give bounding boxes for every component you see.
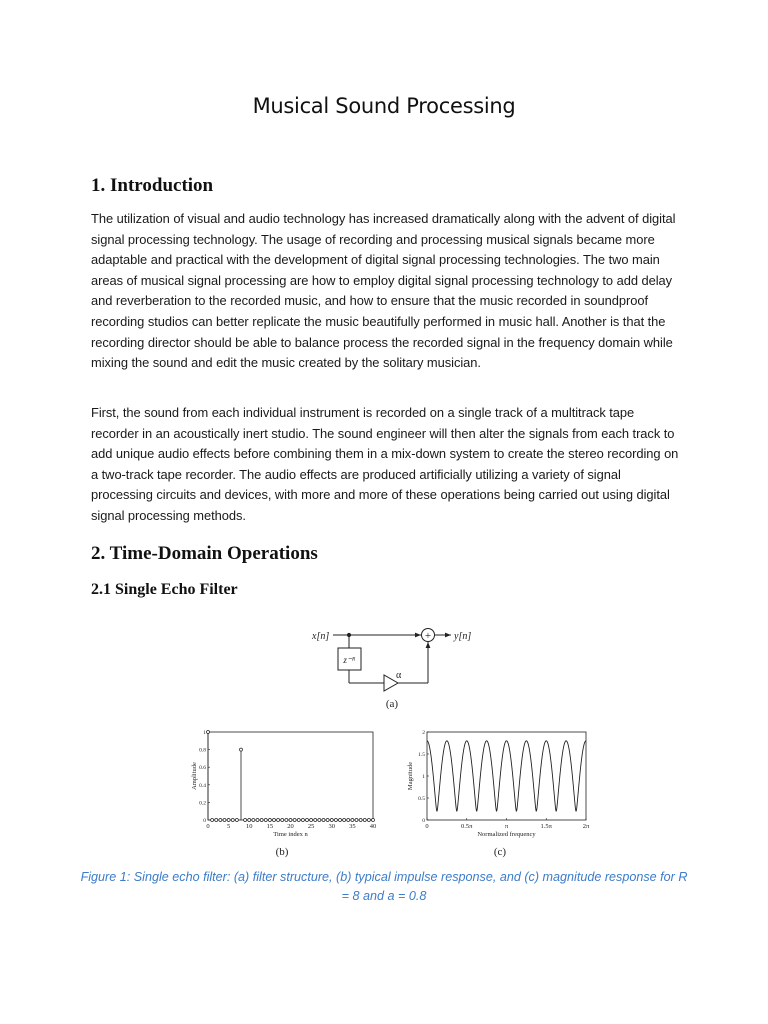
chart-b-stem-marker	[330, 819, 333, 822]
chart-b-stem-marker	[363, 819, 366, 822]
chart-b-stem-marker	[359, 819, 362, 822]
chart-b-stem-marker	[268, 819, 271, 822]
chart-c-xlabel: Normalized frequency	[477, 831, 536, 838]
chart-b-stem-marker	[227, 819, 230, 822]
chart-b-stem-marker	[355, 819, 358, 822]
chart-b-stem-marker	[240, 748, 243, 751]
chart-b-stem-marker	[252, 819, 255, 822]
chart-b-stem-marker	[231, 819, 234, 822]
diagram-sum-symbol: +	[424, 630, 432, 642]
subsection-heading-single-echo: 2.1 Single Echo Filter	[91, 581, 238, 598]
chart-b-xtick-label: 10	[246, 823, 253, 830]
chart-c-xtick-label: π	[504, 823, 509, 830]
chart-b-stem-marker	[219, 819, 222, 822]
chart-b-stem-marker	[367, 819, 370, 822]
chart-b-ytick-label: 0.4	[199, 782, 206, 789]
chart-b-xtick-label: 20	[287, 823, 294, 830]
chart-c-magnitude-line	[427, 741, 586, 811]
chart-b-stem-marker	[293, 819, 296, 822]
chart-b-xtick-label: 40	[369, 823, 377, 830]
diagram-input-label: x[n]	[312, 631, 330, 642]
chart-b-stem-marker	[334, 819, 337, 822]
chart-b-stem-marker	[277, 819, 280, 822]
figure-caption: Figure 1: Single echo filter: (a) filter structure, (b) typical impulse response, and (c) magnitude response for R = 8 and a = 0.8	[80, 870, 688, 903]
chart-b-ytick-label: 1	[203, 730, 206, 736]
chart-b-ylabel: Amplitude	[191, 762, 198, 790]
page-title: Musical Sound Processing	[252, 94, 516, 118]
gain-label: α	[396, 670, 402, 681]
panel-a-label: (a)	[385, 698, 399, 710]
chart-c-ytick-label: 2	[422, 730, 425, 736]
chart-b-stem-marker	[306, 819, 309, 822]
chart-b-xtick-label: 35	[349, 823, 356, 830]
chart-c-xtick-label: 0	[425, 823, 429, 830]
chart-b-xtick-label: 30	[328, 823, 335, 830]
chart-magnitude-response	[407, 730, 590, 858]
chart-c-frame	[427, 732, 586, 820]
chart-b-stem-marker	[223, 819, 226, 822]
chart-b-stem-marker	[318, 819, 321, 822]
chart-c-ytick-label: 0.5	[418, 796, 425, 802]
chart-c-ytick-label: 1.5	[418, 752, 425, 758]
chart-b-xtick-label: 0	[206, 823, 210, 830]
chart-c-xtick-label: 0.5π	[461, 823, 473, 830]
diagram-output-label: y[n]	[454, 631, 472, 642]
chart-c-ylabel: Magnitude	[407, 761, 414, 791]
chart-b-stem-marker	[322, 819, 325, 822]
chart-b-stem-marker	[372, 819, 375, 822]
chart-b-stem-marker	[310, 819, 313, 822]
chart-b-stem-marker	[285, 819, 288, 822]
chart-c-ytick-label: 0	[422, 818, 425, 824]
chart-b-stem-marker	[211, 819, 214, 822]
chart-b-xtick-label: 25	[307, 823, 315, 830]
chart-b-stem-marker	[314, 819, 317, 822]
chart-impulse-response	[191, 730, 376, 858]
block-diagram	[311, 629, 471, 711]
chart-b-stem-marker	[215, 819, 218, 822]
chart-b-ytick-label: 0.2	[199, 800, 206, 807]
panel-b-label: (b)	[275, 846, 289, 858]
chart-b-stem-marker	[301, 819, 304, 822]
chart-b-stem-marker	[264, 819, 267, 822]
chart-b-xtick-label: 15	[266, 823, 274, 830]
chart-b-stem-marker	[326, 819, 329, 822]
chart-b-stem-marker	[256, 819, 259, 822]
paragraph-introduction-2: First, the sound from each individual instrument is recorded on a single track of a multitrack tape recorder in an acoustically inert studio. The sound engineer will then alter the signals from each track to add unique audio effects before combining them in a mix-down system to create the stereo recording on a two-track tape recorder. The audio effects are produced artificially utilizing a variety of signal processing circuits and devices, with more and more of these operations being carried out using digital signal processing methods.	[91, 405, 679, 523]
chart-b-stem-marker	[273, 819, 276, 822]
chart-b-stem-marker	[235, 819, 238, 822]
chart-c-xtick-label: 2π	[582, 823, 590, 830]
chart-b-stem-marker	[347, 819, 350, 822]
chart-b-stem-marker	[289, 819, 292, 822]
chart-b-stem-marker	[351, 819, 354, 822]
chart-b-ytick-label: 0	[203, 818, 206, 824]
chart-b-stem-marker	[297, 819, 300, 822]
chart-b-stem-marker	[260, 819, 263, 822]
chart-b-stem-marker	[343, 819, 346, 822]
chart-b-ytick-label: 0.6	[199, 765, 206, 772]
chart-b-frame	[208, 732, 373, 820]
chart-b-stem-marker	[248, 819, 251, 822]
chart-b-xtick-label: 5	[227, 823, 231, 830]
chart-b-stem-marker	[281, 819, 284, 822]
chart-c-xtick-label: 1.5π	[540, 823, 552, 830]
section-heading-introduction: 1. Introduction	[91, 175, 214, 196]
panel-c-label: (c)	[493, 846, 507, 858]
chart-c-ytick-label: 1	[422, 774, 425, 780]
chart-b-stem-marker	[339, 819, 342, 822]
chart-b-xlabel: Time index n	[273, 831, 308, 838]
paragraph-introduction-1: The utilization of visual and audio technology has increased dramatically along with the advent of digital signal processing technology. The usage of recording and processing musical signals became more adaptable and practical with the development of digital signal processing technologies. The two main areas of musical signal processing are how to employ digital signal processing technology to add delay and reverberation to the recorded music, and how to ensure that the music recorded in soundproof recording studios can better replicate the music beautifully performed in music hall. Another is that the recording director should be able to balance process the recorded signal in the frequency domain while mixing the sound and edit the music created by the solitary musician.	[91, 211, 676, 371]
chart-b-ytick-label: 0.8	[199, 747, 206, 754]
section-heading-time-domain: 2. Time-Domain Operations	[91, 543, 318, 564]
delay-label: z⁻ᴿ	[343, 655, 356, 665]
chart-b-stem-marker	[207, 731, 210, 734]
chart-b-stem-marker	[244, 819, 247, 822]
